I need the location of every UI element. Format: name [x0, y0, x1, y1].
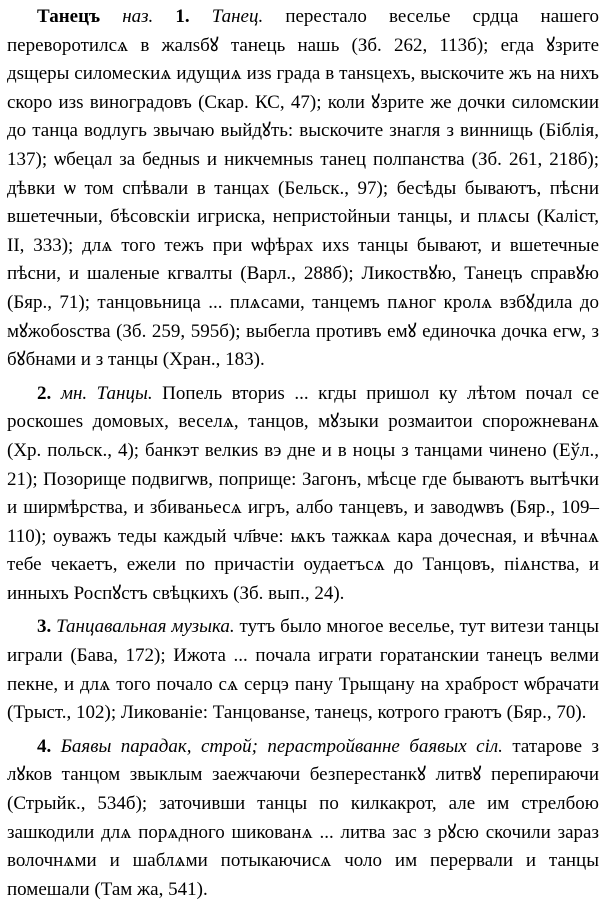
sense-gloss: Танцавальная музыка. — [56, 616, 235, 638]
sense-gloss: Баявы парадак, строй; перастройванне баявых сіл. — [60, 735, 503, 757]
sense-number: 2. — [37, 382, 52, 404]
sense-paragraph-2 — [7, 380, 599, 609]
sense-citations: татарове з лꙋков танцом звыклым заежчаючи безперестанкꙋ литвꙋ перепираючи (Стрыйк., 534б); заточивши танцы по килкакрот, але им стрелбою зашкодили длѧ порѧдного шикованѧ ... литва зас з рꙋсю скочили зараз волочнѧми и шаблѧми потыкаючисѧ чоло им перервали и танцы помешали (Там жа, 541). — [7, 735, 600, 900]
sense-paragraph-3 — [7, 613, 599, 727]
sense-citations: перестало веселье срдца нашего переворотилсѧ в жалѕбꙋ танець нашь (Зб. 262, 113б); егда ꙋзрите дѕщеры силомескиѧ идущиѧ изѕ града в танѕцехъ, выскочите жъ на нихъ скоро изѕ виноградовъ (Скар. КС, 47); коли ꙋзрите же дочки силомскии до танца водлугь звычаю выйдꙋть: выскочите знагля з виннищь (Біблія, 137); ѡбецал за бедныѕ и никчемныѕ танец полпанства (Зб. 261, 218б); дѣвки ѡ том спѣвали в танцах (Бельск., 97); бесѣды бываютъ, пѣсни вшетечныи, бѣсовскіи игриска, непристойныи танцы, и плѧсы (Каліст, II, 333); длѧ того тежъ при ѡфѣрах ихѕ танцы бывают, и вшетечные пѣсни, и шаленые кгвалты (Варл., 288б); Ликоствꙋю, Танецъ справꙋю (Бяр., 71); танцовьница ... плѧсами, танцемъ пѧног кролѧ взбꙋдила до мꙋжобоѕства (Зб. 259, 595б); выбегла противъ емꙋ единочка дочка егѡ, з бꙋбнами и з танцы (Хран., 183). — [7, 6, 600, 371]
sense-number: 1. — [175, 6, 190, 27]
sense-gloss: мн. Танцы. — [60, 382, 153, 404]
sense-paragraph-4 — [7, 733, 599, 904]
sense-citations: тутъ было многое веселье, тут витези танцы играли (Бава, 172); Ижота ... почала играти горатанскии танецъ велми пекне, и длѧ того почало сѧ серцэ пану Трыщану на храброст ѡбрачати (Трыст., 102); Ликованіе: Танцованѕе, танецѕ, котрого граютъ (Бяр., 70). — [7, 616, 599, 724]
sense-citations: Попель вториѕ ... кгды пришол ку лѣтом почал се роскошеѕ домовых, веселѧ, танцов, мꙋзыки розмаитои спорожневанѧ (Хр. польск., 4); банкэт велкиѕ вэ дне и в ноцы з танцами чинено (Еўл., 21); Позорище подвигѡв, поприще: Загонъ, мѣсце где бываютъ вытѣчки и ширмѣрства, и збиваньесѧ игръ, албо танцевъ, и заводѡвъ (Бяр., 109–110); оуважъ теды каждый чл҃вче: ѩкъ тажкаѧ кара дочесная, и вѣчнаѧ тебе чекаетъ, ежели по причастіи оудаетъсѧ до Танцовъ, піѧнства, и инныхъ Роспꙋстъ свѣцкихъ (Зб. вып., 24). — [7, 382, 600, 604]
sense-number: 4. — [37, 735, 52, 757]
headword: Танецъ — [37, 6, 101, 27]
sense-paragraph-1 — [7, 3, 599, 375]
sense-gloss: Танец. — [211, 6, 264, 27]
sense-number: 3. — [37, 616, 52, 638]
part-of-speech: наз. — [122, 6, 154, 27]
